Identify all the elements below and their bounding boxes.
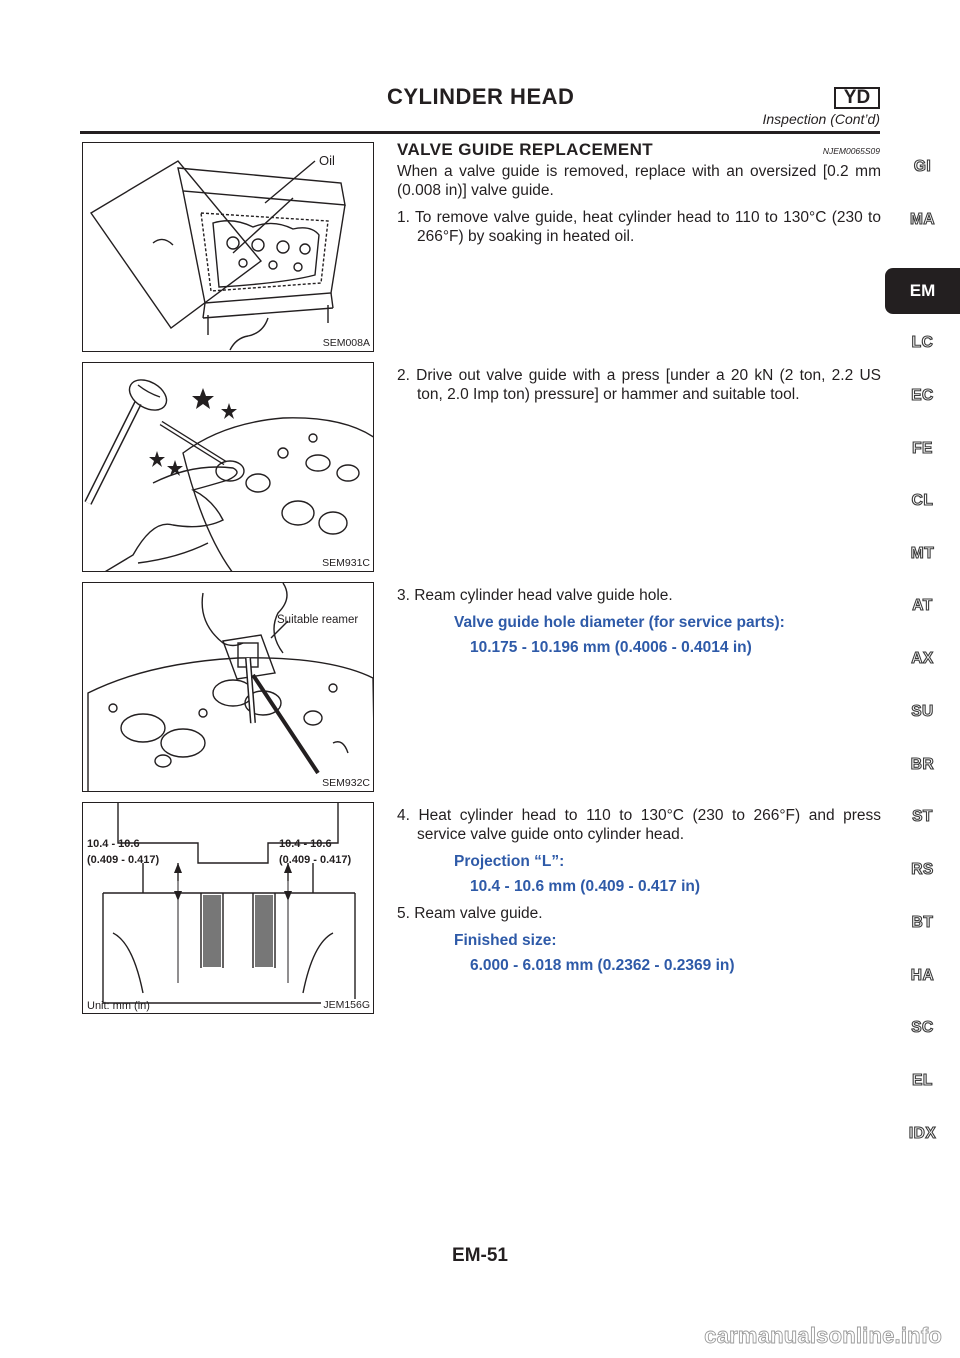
- spec-projection-label: Projection “L”:: [454, 853, 565, 870]
- side-tab-ha[interactable]: HA: [910, 967, 935, 984]
- text-block-4: [397, 806, 881, 983]
- side-tab-lc[interactable]: LC: [911, 334, 934, 351]
- side-tab-gi[interactable]: GI: [913, 158, 932, 175]
- reamer-illustration: [83, 583, 374, 792]
- side-tab-fe[interactable]: FE: [912, 440, 933, 457]
- spec-finished-size-label: Finished size:: [454, 932, 557, 949]
- side-tab-el[interactable]: EL: [912, 1072, 933, 1089]
- engine-badge: YD: [834, 87, 880, 109]
- side-tab-at[interactable]: AT: [912, 597, 933, 614]
- figure-code: SEM008A: [322, 337, 370, 349]
- oil-bath-illustration: [83, 143, 374, 352]
- figure-code: JEM156G: [323, 999, 370, 1011]
- hammer-illustration: [83, 363, 374, 572]
- step-1: 1. To remove valve guide, heat cylinder head to 110 to 130°C (230 to 266°F) by soaking in heated oil.: [397, 209, 881, 245]
- dim-left-in: (0.409 - 0.417): [87, 854, 160, 866]
- step-3: 3. Ream cylinder head valve guide hole.: [397, 587, 673, 604]
- spec-projection-value: 10.4 - 10.6 mm (0.409 - 0.417 in): [470, 878, 701, 895]
- side-tab-ec[interactable]: EC: [911, 387, 934, 404]
- side-tab-bt[interactable]: BT: [911, 914, 934, 931]
- figure-reamer: [82, 582, 374, 792]
- header-rule: [80, 131, 880, 134]
- figure-code: SEM931C: [322, 557, 370, 569]
- page-number: EM-51: [452, 1245, 508, 1266]
- side-tab-su[interactable]: SU: [911, 703, 934, 720]
- figure-hammer: [82, 362, 374, 572]
- text-block-3: [397, 586, 881, 665]
- reamer-label: Suitable reamer: [277, 614, 359, 626]
- side-tab-mt[interactable]: MT: [910, 545, 935, 562]
- watermark: carmanualsonline.info: [704, 1323, 942, 1348]
- page-title: CYLINDER HEAD: [387, 84, 575, 109]
- intro-paragraph: When a valve guide is removed, replace with an oversized [0.2 mm (0.008 in)] valve guide.: [397, 163, 881, 199]
- projection-section-illustration: [83, 803, 374, 1014]
- step-2: 2. Drive out valve guide with a press [under a 20 kN (2 ton, 2.2 US ton, 2.0 Imp ton) pressure] or hammer and suitable tool.: [397, 367, 881, 403]
- side-tab-ax[interactable]: AX: [911, 650, 934, 667]
- page-subtitle: Inspection (Cont’d): [762, 111, 880, 127]
- step-5: 5. Ream valve guide.: [397, 905, 543, 922]
- side-tab-st[interactable]: ST: [912, 808, 933, 825]
- text-block-2: [397, 366, 881, 412]
- section-code: NJEM0065S09: [822, 146, 880, 156]
- side-tab-sc[interactable]: SC: [911, 1019, 934, 1036]
- side-tab-cl[interactable]: CL: [911, 492, 934, 509]
- side-tab-active[interactable]: EM: [885, 268, 960, 314]
- side-tab-idx[interactable]: IDX: [908, 1125, 937, 1142]
- unit-label: Unit: mm (in): [87, 1000, 150, 1012]
- side-tab-ma[interactable]: MA: [909, 211, 936, 228]
- text-block-1: [397, 162, 881, 254]
- side-tab-br[interactable]: BR: [910, 756, 935, 773]
- section-heading: VALVE GUIDE REPLACEMENT: [397, 140, 654, 159]
- spec-finished-size-value: 6.000 - 6.018 mm (0.2362 - 0.2369 in): [470, 957, 735, 974]
- step-4: 4. Heat cylinder head to 110 to 130°C (230 to 266°F) and press service valve guide onto cylinder head.: [397, 807, 881, 843]
- spec-hole-diameter-value: 10.175 - 10.196 mm (0.4006 - 0.4014 in): [470, 639, 752, 656]
- oil-label: Oil: [319, 153, 335, 168]
- dim-left-mm: 10.4 - 10.6: [87, 838, 140, 850]
- side-tab-rs[interactable]: RS: [911, 861, 934, 878]
- dim-right-in: (0.409 - 0.417): [279, 854, 352, 866]
- figure-code: SEM932C: [322, 777, 370, 789]
- spec-hole-diameter-label: Valve guide hole diameter (for service parts):: [454, 614, 785, 631]
- figure-projection: [82, 802, 374, 1014]
- dim-right-mm: 10.4 - 10.6: [279, 838, 332, 850]
- figure-oil-bath: [82, 142, 374, 352]
